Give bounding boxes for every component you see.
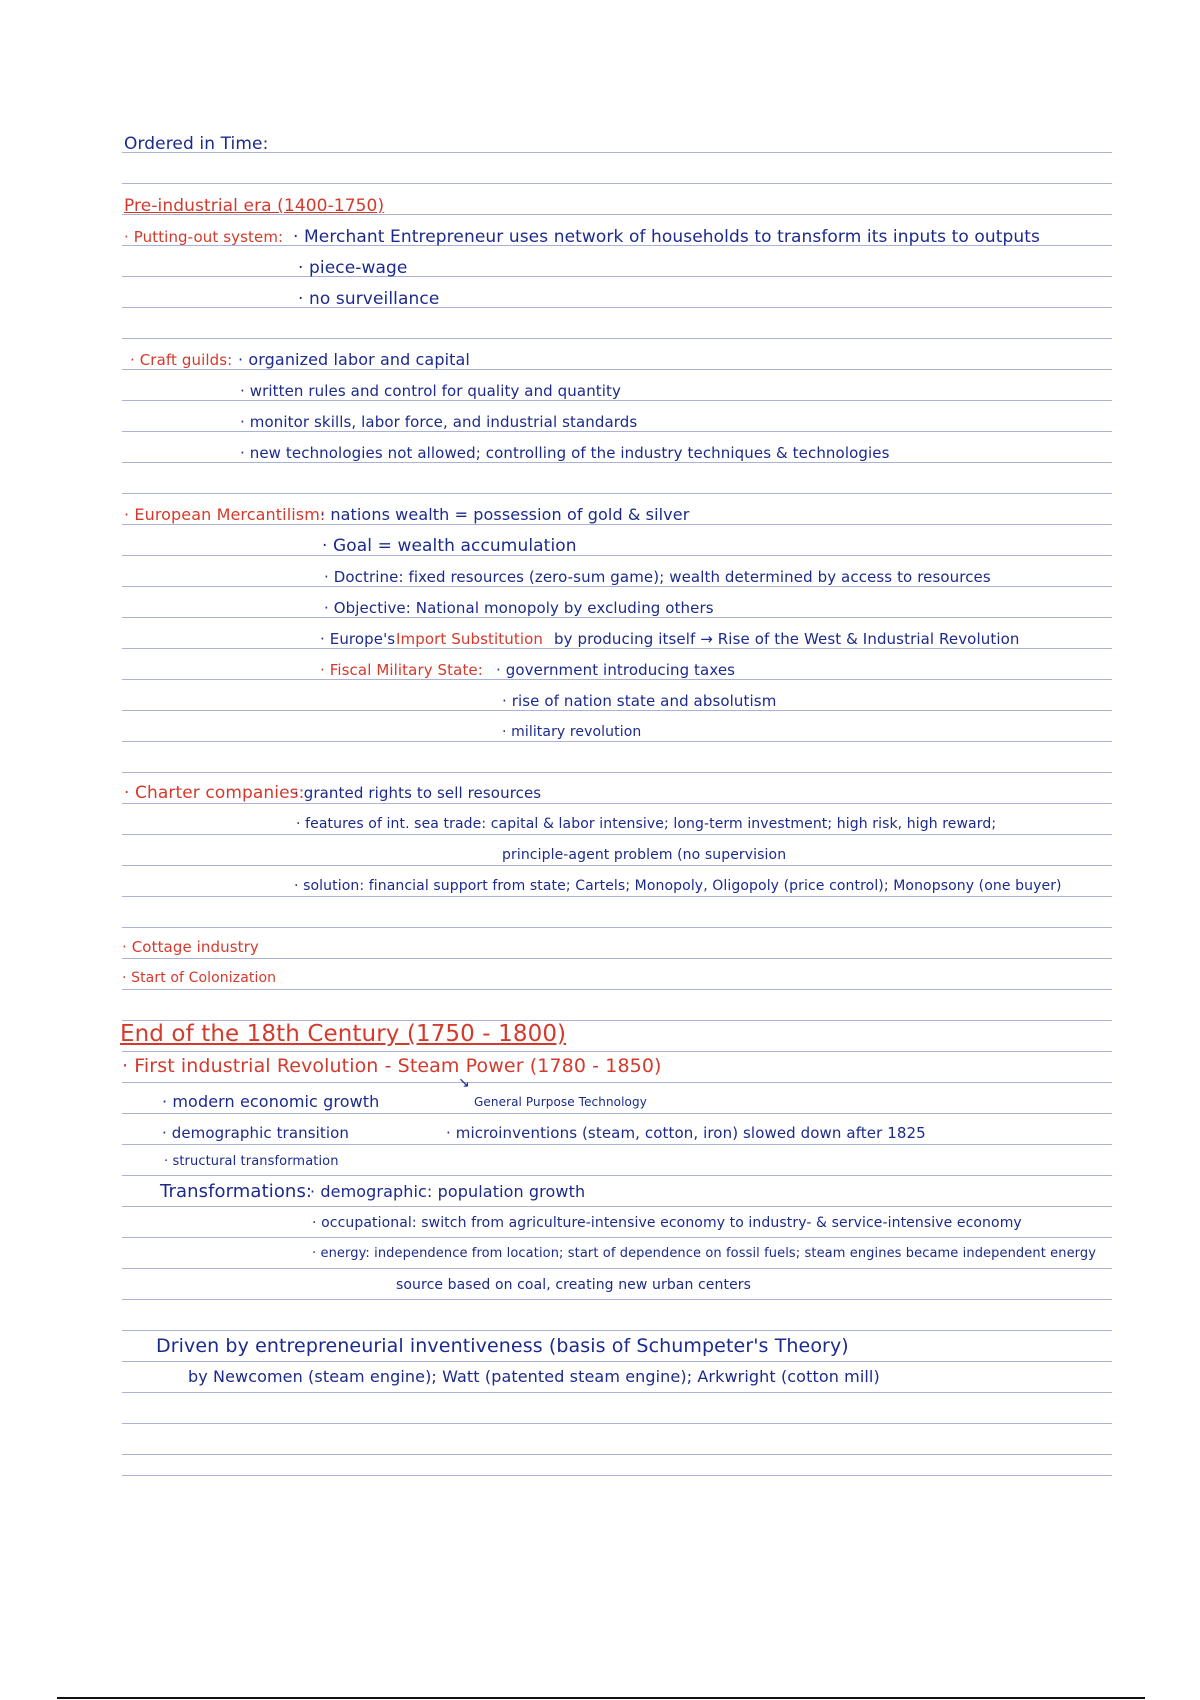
cottage-industry: · Cottage industry (122, 938, 259, 956)
craft-guilds-point-4: · new technologies not allowed; controlling of the industry techniques & technologies (240, 444, 890, 462)
putting-out-system-label: · Putting-out system: (124, 228, 284, 246)
transformations-energy-cont: source based on coal, creating new urban centers (396, 1277, 752, 1293)
general-purpose-technology-note: General Purpose Technology (474, 1095, 647, 1109)
page-bottom-rule (57, 1697, 1145, 1699)
putting-out-point-3: · no surveillance (298, 289, 440, 309)
putting-out-point-1: · Merchant Entrepreneur uses network of households to transform its inputs to outputs (293, 227, 1041, 247)
craft-guilds-point-1: · organized labor and capital (238, 350, 470, 369)
heading-ordered-in-time: Ordered in Time: (124, 134, 269, 154)
charter-point-1: · granted rights to sell resources (294, 784, 542, 802)
first-industrial-revolution: · First industrial Revolution - Steam Power (1780 - 1850) (122, 1055, 662, 1077)
putting-out-point-2: · piece-wage (298, 258, 408, 278)
transformations-label: Transformations: (160, 1181, 313, 1202)
modern-economic-growth: · modern economic growth (162, 1092, 380, 1111)
fiscal-military-state-label: · Fiscal Military State: (320, 661, 483, 679)
driven-by-entrepreneurial-inventiveness: Driven by entrepreneurial inventiveness (basis of Schumpeter's Theory) (156, 1335, 849, 1357)
fiscal-military-point-3: · military revolution (502, 724, 642, 740)
structural-transformation: · structural transformation (164, 1154, 339, 1169)
section-end-18th-century: End of the 18th Century (1750 - 1800) (120, 1021, 567, 1047)
start-of-colonization: · Start of Colonization (122, 970, 277, 986)
craft-guilds-point-3: · monitor skills, labor force, and industrial standards (240, 413, 638, 431)
microinventions: · microinventions (steam, cotton, iron) slowed down after 1825 (446, 1124, 926, 1142)
mercantilism-point-5-suffix: by producing itself → Rise of the West & Industrial Revolution (554, 630, 1020, 648)
mercantilism-point-1: · nations wealth = possession of gold & silver (320, 505, 690, 524)
mercantilism-point-5-prefix: · Europe's (320, 630, 396, 648)
inventors-list: by Newcomen (steam engine); Watt (patented steam engine); Arkwright (cotton mill) (188, 1367, 880, 1386)
section-preindustrial-era: Pre-industrial era (1400-1750) (124, 196, 385, 216)
charter-point-2: · features of int. sea trade: capital & labor intensive; long-term investment; high risk, high reward; (296, 816, 997, 832)
mercantilism-point-4: · Objective: National monopoly by excluding others (324, 599, 714, 617)
fiscal-military-point-2: · rise of nation state and absolutism (502, 692, 777, 710)
mercantilism-point-2: · Goal = wealth accumulation (322, 536, 577, 556)
craft-guilds-point-2: · written rules and control for quality and quantity (240, 382, 622, 400)
arrow-icon: ↘ (458, 1075, 470, 1091)
fiscal-military-point-1: · government introducing taxes (496, 661, 736, 679)
transformations-energy: · energy: independence from location; start of dependence on fossil fuels; steam engines became independent energy (312, 1246, 1097, 1261)
charter-point-2-cont: principle-agent problem (no supervision (502, 847, 787, 863)
transformations-occupational: · occupational: switch from agriculture-intensive economy to industry- & service-intensive economy (312, 1215, 1022, 1231)
mercantilism-label: · European Mercantilism: (124, 505, 326, 524)
transformations-demographic: · demographic: population growth (310, 1182, 586, 1201)
import-substitution-term: Import Substitution (396, 630, 543, 648)
charter-companies-label: · Charter companies: (124, 783, 305, 803)
charter-point-3: · solution: financial support from state; Cartels; Monopoly, Oligopoly (price control); Monopsony (one buyer) (294, 878, 1062, 894)
craft-guilds-label: · Craft guilds: (130, 351, 233, 369)
mercantilism-point-3: · Doctrine: fixed resources (zero-sum game); wealth determined by access to resources (324, 568, 991, 586)
demographic-transition: · demographic transition (162, 1124, 350, 1142)
